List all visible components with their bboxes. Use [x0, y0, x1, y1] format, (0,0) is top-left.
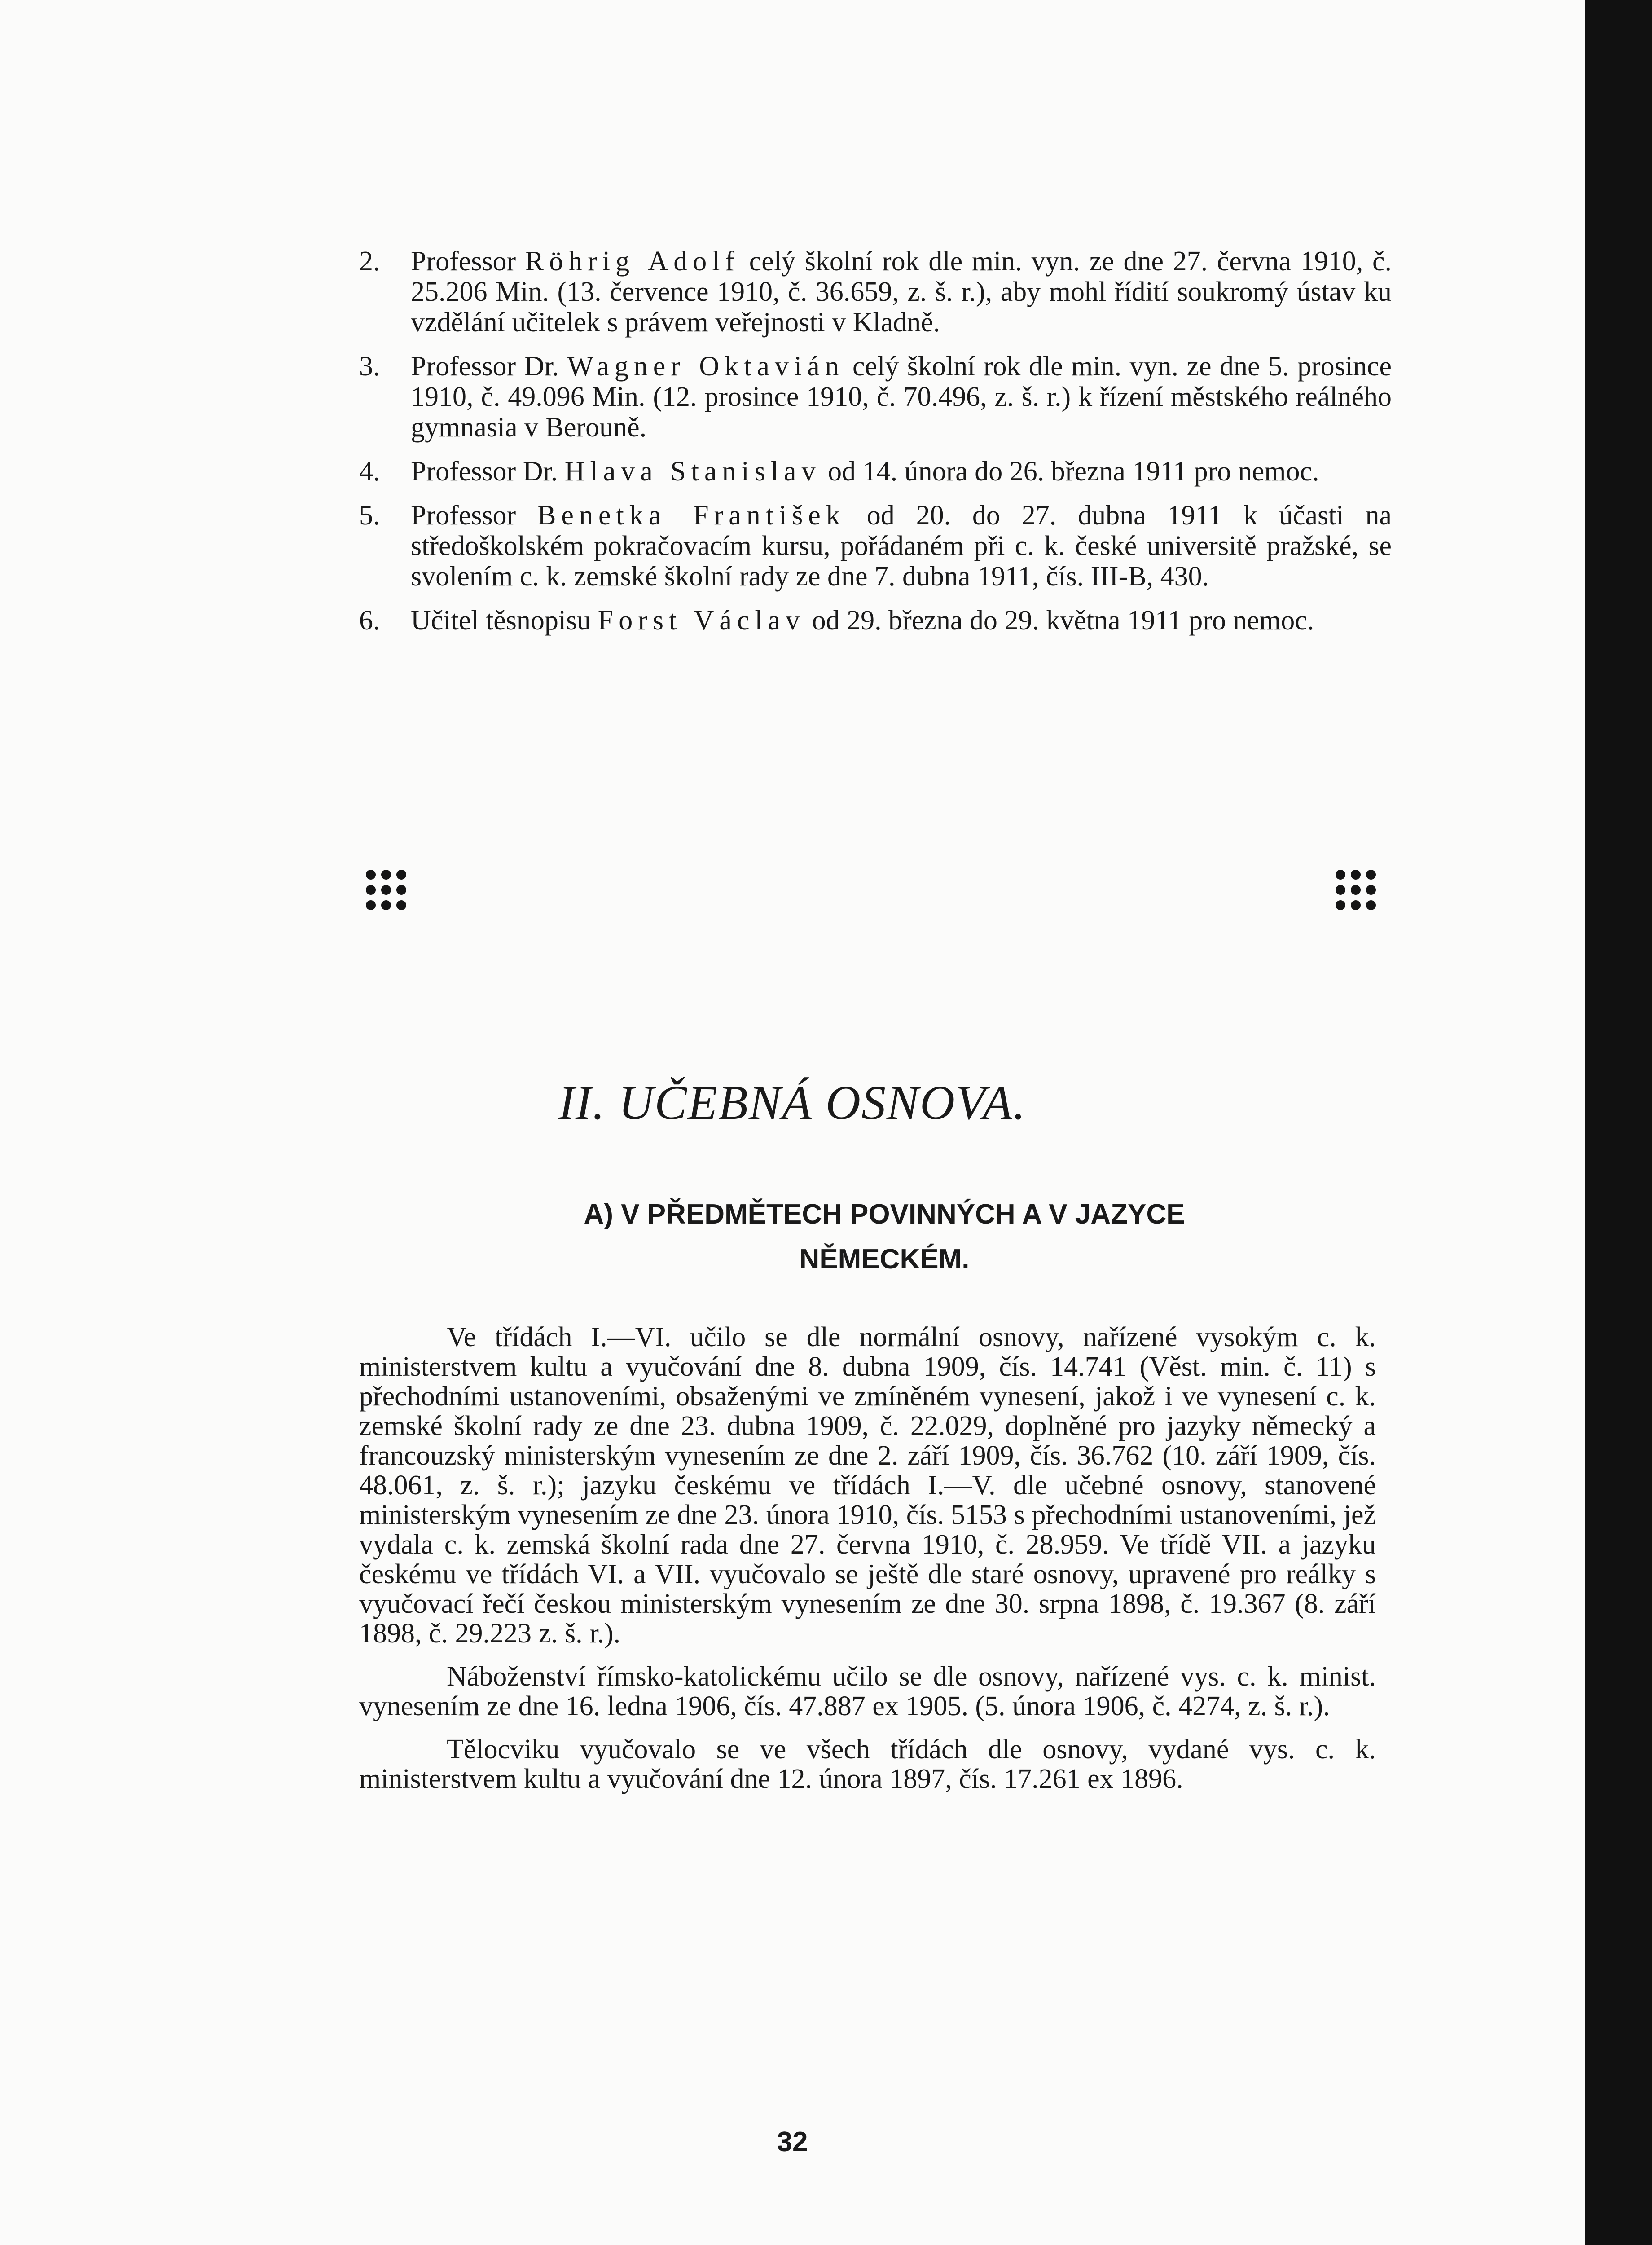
item-number: 6. — [359, 605, 380, 636]
list-item — [359, 605, 1392, 636]
paragraph: Náboženství římsko-katolickému učilo se dle osnovy, nařízené vys. c. k. minist. vynesením ze dne 16. ledna 1906, čís. 47.887 ex 1905. (5. února 1906, č. 4274, z. š. r.). — [359, 1661, 1376, 1721]
list-item — [359, 246, 1392, 338]
item-person-name: Benetka František — [537, 500, 845, 531]
page-number: 32 — [777, 2126, 808, 2157]
item-person-name: Röhrig Adolf — [525, 246, 740, 277]
subheading-line: A) V PŘEDMĚTECH POVINNÝCH A V JAZYCE — [584, 1199, 1185, 1230]
item-number: 3. — [359, 351, 380, 382]
dot-grid-icon — [364, 867, 409, 912]
body-text — [359, 1322, 1376, 1807]
item-number: 5. — [359, 500, 380, 531]
leave-list — [359, 246, 1392, 649]
paragraph: Ve třídách I.—VI. učilo se dle normální osnovy, nařízené vysokým c. k. ministerstvem kultu a vyučování dne 8. dubna 1909, čís. 14.741 (Věst. min. č. 11) s přechodními ustanoveními, obsaženými ve zmíněném vynesení, jakož i ve vynesení c. k. zemské školní rady ze dne 23. dubna 1909, č. 22.029, doplněné pro jazyky německý a francouzský ministerským vynesením ze dne 2. září 1909, čís. 36.762 (10. září 1909, čís. 48.061, z. š. r.); jazyku českému ve třídách I.—V. dle učebné osnovy, stanovené ministerským vynesením ze dne 23. února 1910, čís. 5153 s přechodními ustanoveními, jež vydala c. k. zemská školní rada dne 27. června 1910, č. 28.959. Ve třídě VII. a jazyku českému ve třídách VI. a VII. vyučovalo se ještě dle staré osnovy, upravené pro reálky s vyučovací řečí českou ministerským vynesením ze dne 30. srpna 1898, č. 19.367 (8. září 1898, č. 29.223 z. š. r.). — [359, 1322, 1376, 1649]
item-text-before: Professor — [411, 500, 538, 531]
paragraph: Tělocviku vyučovalo se ve všech třídách dle osnovy, vydané vys. c. k. ministerstvem kultu a vyučování dne 12. února 1897, čís. 17.261 ex 1896. — [359, 1734, 1376, 1794]
item-text-before: Professor — [411, 246, 525, 277]
item-text-before: Professor Dr. — [411, 351, 567, 382]
list-item — [359, 456, 1392, 487]
subheading-line: NĚMECKÉM. — [799, 1244, 970, 1275]
item-text-after: od 14. února do 26. března 1911 pro nemoc. — [821, 456, 1319, 487]
item-person-name: Hlava Stanislav — [564, 456, 821, 487]
list-item — [359, 351, 1392, 443]
item-text-after: celý školní rok dle min. vyn. ze dne 5. prosince 1910, č. 49.096 Min. (12. prosince 1910, č. 70.496, z. š. r.) k řízení městského reálného gymnasia v Berouně. — [411, 351, 1392, 443]
item-text-after: celý školní rok dle min. vyn. ze dne 27. června 1910, č. 25.206 Min. (13. července 1910, č. 36.659, z. š. r.), aby mohl řídití soukromý ústav ku vzdělání učitelek s právem veřejnosti v Kladně. — [411, 246, 1392, 338]
item-text-after: od 29. března do 29. května 1911 pro nemoc. — [805, 605, 1314, 636]
section-heading: II. UČEBNÁ OSNOVA. — [558, 1076, 1026, 1130]
item-text-before: Učitel těsnopisu — [411, 605, 598, 636]
section-subheading — [462, 1192, 1306, 1282]
item-text-after: od 20. do 27. dubna 1911 k účasti na středoškolském pokračovacím kursu, pořádaném při c. k. české universitě pražské, se svolením c. k. zemské školní rady ze dne 7. dubna 1911, čís. III-B, 430. — [411, 500, 1392, 592]
item-person-name: Wagner Oktavián — [567, 351, 844, 382]
item-number: 2. — [359, 246, 380, 277]
scan-border-right — [1585, 0, 1652, 2245]
list-item — [359, 500, 1392, 592]
item-person-name: Forst Václav — [598, 605, 805, 636]
item-text-before: Professor Dr. — [411, 456, 565, 487]
dot-grid-icon — [1333, 867, 1378, 912]
item-number: 4. — [359, 456, 380, 487]
